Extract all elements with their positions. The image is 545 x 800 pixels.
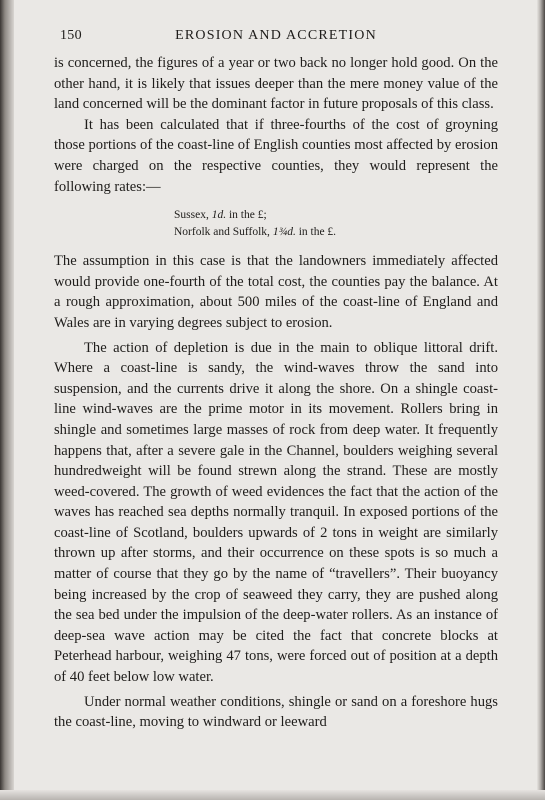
running-header [54, 28, 498, 48]
page-number: 150 [60, 28, 82, 43]
rate-amount: 1d. [211, 209, 227, 222]
rates-list [174, 207, 498, 241]
running-title: EROSION AND ACCRETION [175, 28, 377, 43]
paragraph-continued: is concerned, the figures of a year or two back no longer hold good. On the other hand, it is likely that issues deeper than the mere money value of the land concerned will be the dominant factor in future proposals of this class. [54, 55, 498, 113]
page-binding-shadow [0, 0, 14, 800]
paragraph-depletion: The action of depletion is due in the main to oblique littoral drift. Where a coast-line is sandy, the wind-waves throw the sand into suspension, and the currents drive it along the shore. On a shingle coast-line wind-waves are the prime motor in its movement. Rollers bring in shingle and sometimes large masses of rock from deep water. It frequently happens that, after a severe gale in the Channel, boulders weighing several hundredweight will be found strewn along the strand. These are mostly weed-covered. The growth of weed evidences the fact that the action of the waves has reached sea depths normally tranquil. In exposed portions of the coast-line of Scotland, boulders upwards of 2 tons in weight are similarly thrown up after storms, and their occurrence on these spots is so much a matter of course that they go by the name of “travellers”. Their buoyancy being increased by the crop of seaweed they carry, they are pushed along the sea bed under the impulsion of the deep-water rollers. As an instance of deep-sea wave action may be cited the fact that concrete blocks at Peterhead harbour, weighing 47 tons, were forced out of position at a depth of 40 feet below low water. [54, 339, 498, 686]
page-body [54, 53, 498, 733]
rate-amount: 1¾d. [272, 226, 296, 239]
rate-place: Sussex, [174, 209, 212, 222]
rate-line-sussex [174, 207, 498, 224]
rate-suffix: in the £; [226, 209, 267, 222]
rate-line-norfolk-suffolk [174, 224, 498, 241]
paragraph-normal-conditions: Under normal weather conditions, shingle or sand on a foreshore hugs the coast-line, moving to windward or leeward [54, 693, 498, 731]
paragraph-assumption: The assumption in this case is that the landowners immediately affected would provide one-fourth of the total cost, the counties pay the balance. At a rough approximation, about 500 miles of the coast-line of England and Wales are in varying degrees subject to erosion. [54, 253, 498, 331]
paragraph-rates-intro: It has been calculated that if three-fourths of the cost of groyning those portions of the coast-line of English counties most affected by erosion were charged on the respective counties, they would represent the following rates:— [54, 116, 498, 195]
rate-place: Norfolk and Suffolk, [174, 226, 273, 239]
page-edge-shadow [537, 0, 545, 800]
page-bottom-edge [0, 790, 545, 800]
rate-suffix: in the £. [295, 226, 337, 239]
